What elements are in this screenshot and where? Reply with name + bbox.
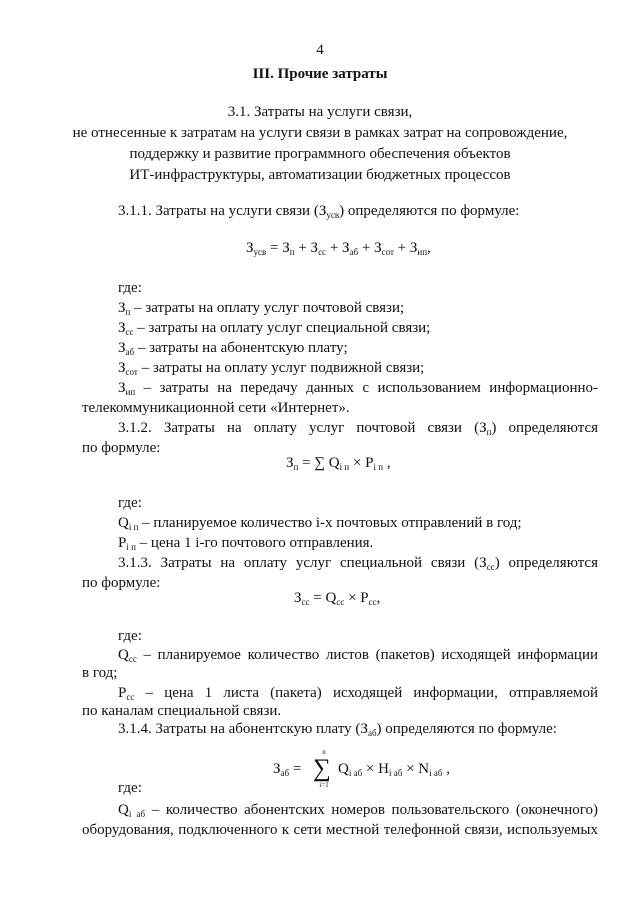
sum-upper-limit: n [322, 748, 326, 756]
definition-mobile: $З_{сот}$ – затраты на оплату услуг подвижной связи; [118, 360, 425, 377]
paragraph-3-1-4: 3.1.4. Затраты на абонентскую плату $(З_{аб})$ определяются по формуле: [118, 721, 557, 738]
definition-subscriber-numbers-line-1: $Q_{i аб}$ – количество абонентских номеров пользовательского (оконечного) [118, 802, 599, 819]
formula-special: $З_{сс} = Q_{сс} \times P_{сс}$, [294, 590, 381, 607]
sum-symbol: ∑ [313, 755, 331, 782]
paragraph-3-1-3-line-2: по формуле: [82, 575, 161, 591]
section-title: III. Прочие затраты [252, 66, 388, 82]
definition-internet-line-1: $З_{ип}$ – затраты на передачу данных с использованием информационно- [118, 380, 598, 397]
definition-postal: $З_п$ – затраты на оплату услуг почтовой связи; [118, 300, 405, 317]
definition-special-price-line-2: по каналам специальной связи. [82, 703, 282, 719]
sum-lower-limit: i=1 [319, 781, 329, 789]
definition-special-quantity-line-1: $Q_{сс}$ – планируемое количество листов (пакетов) исходящей информации [118, 647, 598, 664]
definition-internet-line-2: телекоммуникационной сети «Интернет». [82, 400, 350, 416]
paragraph-3-1-1: 3.1.1. Затраты на услуги связи $(З_{усв})$ определяются по формуле: [118, 203, 520, 220]
paragraph-3-1-2: 3.1.2. Затраты на оплату услуг почтовой связи $(З_п)$ определяются [118, 420, 599, 437]
definition-special-price-line-1: $P_{сс}$ – цена 1 листа (пакета) исходящей информации, отправляемой [118, 685, 598, 702]
paragraph-3-1-2-line-2: по формуле: [82, 440, 161, 456]
where-label-4: где: [118, 780, 142, 796]
formula-postal: $З_п$ = ∑ $Q_{i п} \times P_{i п}$ , [286, 455, 391, 472]
definition-special-quantity-line-2: в год; [82, 665, 118, 681]
definition-subscription: $З_{аб}$ – затраты на абонентскую плату; [118, 340, 348, 357]
subtitle-line-2: не отнесенные к затратам на услуги связи в рамках затрат на сопровождение, [72, 125, 568, 141]
subtitle-line-1: 3.1. Затраты на услуги связи, [227, 104, 413, 120]
where-label-1: где: [118, 280, 142, 296]
page-number: 4 [316, 42, 324, 58]
where-label-2: где: [118, 495, 142, 511]
definition-subscriber-numbers-line-2: оборудования, подключенного к сети местной телефонной связи, используемых [82, 822, 598, 838]
formula-subscription-rhs: $Q_{i аб} \times H_{i аб} \times N_{i аб}$ , [338, 761, 450, 778]
formula-subscription-lhs: $З_{аб}$ = [273, 761, 302, 778]
sum-operator [311, 749, 337, 789]
paragraph-3-1-3: 3.1.3. Затраты на оплату услуг специальной связи $(З_{сс})$ определяются [118, 555, 598, 572]
subtitle-line-4: ИТ-инфраструктуры, автоматизации бюджетных процессов [129, 167, 511, 183]
formula-total-communication: $З_{усв} = З_п + З_{сс} + З_{аб} + З_{сот} + З_{ип}$, [246, 240, 431, 257]
where-label-3: где: [118, 628, 142, 644]
definition-postal-price: $P_{i п}$ – цена 1 i-го почтового отправления. [118, 535, 374, 552]
subtitle-line-3: поддержку и развитие программного обеспечения объектов [129, 146, 511, 162]
definition-postal-quantity: $Q_{i п}$ – планируемое количество i-х почтовых отправлений в год; [118, 515, 522, 532]
definition-special: $З_{сс}$ – затраты на оплату услуг специальной связи; [118, 320, 431, 337]
